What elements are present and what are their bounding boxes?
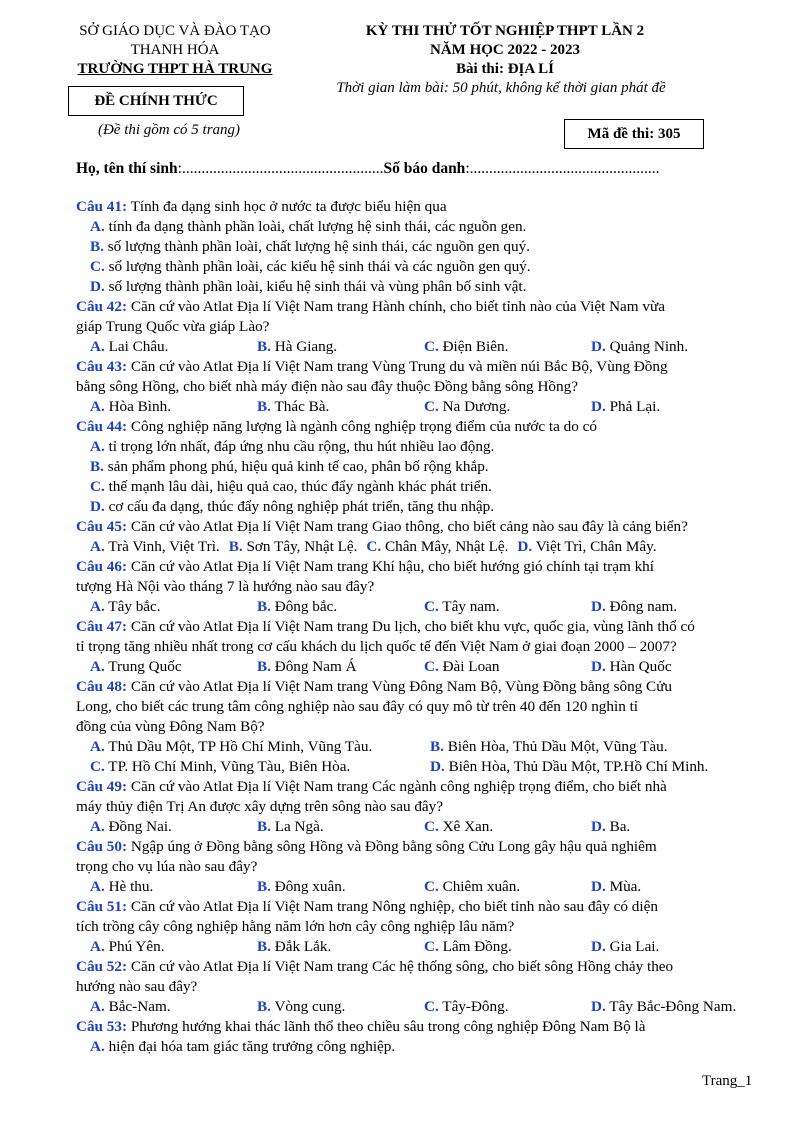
answer-option — [591, 657, 758, 677]
answer-option — [229, 537, 358, 557]
question-number: Câu 47: — [76, 618, 128, 635]
option-letter: A. — [90, 218, 105, 235]
options-row — [76, 457, 766, 477]
question-text: bằng sông Hồng, cho biết nhà máy điện nào sau đây thuộc Đồng bằng sông Hồng? — [76, 378, 578, 395]
option-text: Tây nam. — [442, 598, 500, 615]
option-letter: A. — [90, 818, 105, 835]
option-letter: B. — [257, 938, 271, 955]
option-text: Trung Quốc — [108, 658, 182, 675]
options-row — [76, 257, 766, 277]
question-stem-line — [76, 417, 766, 437]
question-stem-line — [76, 557, 766, 577]
option-letter: B. — [257, 658, 271, 675]
answer-option — [591, 937, 758, 957]
option-letter: B. — [430, 738, 444, 755]
option-letter: C. — [424, 938, 439, 955]
option-letter: C. — [424, 398, 439, 415]
answer-option — [257, 597, 424, 617]
options-row — [76, 337, 766, 357]
option-text: Quảng Ninh. — [609, 338, 689, 355]
question-block — [76, 837, 766, 897]
answer-option — [424, 877, 591, 897]
option-letter: C. — [424, 878, 439, 895]
option-letter: D. — [90, 278, 105, 295]
question-stem-line — [76, 197, 766, 217]
question-block — [76, 677, 766, 777]
question-stem-line — [76, 857, 766, 877]
option-text: Lâm Đồng. — [442, 938, 512, 955]
question-stem-line — [76, 917, 766, 937]
options-row — [76, 537, 766, 557]
answer-option — [90, 997, 257, 1017]
name-field: :.................................................... — [177, 160, 384, 177]
question-block — [76, 417, 766, 517]
option-letter: B. — [257, 598, 271, 615]
option-text: Biên Hòa, Thủ Dầu Một, Vũng Tàu. — [447, 738, 668, 755]
question-number: Câu 52: — [76, 958, 128, 975]
option-text: cơ cấu đa dạng, thúc đẩy nông nghiệp phát triển, tăng thu nhập. — [108, 498, 495, 515]
question-text: Căn cứ vào Atlat Địa lí Việt Nam trang Các ngành công nghiệp trọng điểm, cho biết nhà — [130, 778, 667, 795]
question-text: Căn cứ vào Atlat Địa lí Việt Nam trang Khí hậu, cho biết hướng gió chính tại trạm khí — [130, 558, 654, 575]
option-text: Thác Bà. — [274, 398, 330, 415]
question-stem-line — [76, 357, 766, 377]
page-number: Trang_1 — [702, 1073, 753, 1089]
question-number: Câu 44: — [76, 418, 128, 435]
option-letter: D. — [591, 818, 606, 835]
answer-option — [90, 537, 220, 557]
options-row — [76, 277, 766, 297]
options-row — [76, 657, 766, 677]
question-text: Căn cứ vào Atlat Địa lí Việt Nam trang Du lịch, cho biết khu vực, quốc gia, vùng lãnh thổ có — [130, 618, 695, 635]
option-letter: B. — [228, 538, 243, 555]
answer-option — [424, 657, 591, 677]
answer-option — [424, 937, 591, 957]
question-block — [76, 957, 766, 1017]
official-exam-box: ĐỀ CHÍNH THỨC — [68, 86, 244, 116]
answer-option — [90, 457, 489, 477]
option-letter: C. — [90, 758, 105, 775]
question-block — [76, 297, 766, 357]
question-stem-line — [76, 897, 766, 917]
dept-name: SỞ GIÁO DỤC VÀ ĐÀO TẠO — [79, 23, 271, 39]
question-text: tích trồng cây công nghiệp hằng năm lớn hơn cây công nghiệp lâu năm? — [76, 918, 515, 935]
answer-option — [257, 877, 424, 897]
question-number: Câu 53: — [76, 1018, 128, 1035]
option-letter: A. — [90, 998, 105, 1015]
answer-option — [90, 337, 257, 357]
question-text: Căn cứ vào Atlat Địa lí Việt Nam trang Các hệ thống sông, cho biết sông Hồng chảy theo — [130, 958, 674, 975]
question-text: Căn cứ vào Atlat Địa lí Việt Nam trang Vùng Đông Nam Bộ, Vùng Đồng bằng sông Cửu — [130, 678, 673, 695]
question-text: tượng Hà Nội vào tháng 7 là hướng nào sau đây? — [76, 578, 375, 595]
option-text: Ba. — [609, 818, 631, 835]
option-text: thế mạnh lâu dài, hiệu quả cao, thúc đẩy ngành khác phát triển. — [108, 478, 492, 495]
options-row — [76, 477, 766, 497]
option-letter: D. — [591, 998, 606, 1015]
question-stem-line — [76, 957, 766, 977]
option-letter: D. — [591, 658, 606, 675]
options-row — [76, 237, 766, 257]
answer-option — [424, 337, 591, 357]
option-text: Hè thu. — [108, 878, 154, 895]
id-label: Số báo danh — [383, 160, 466, 177]
question-text: Căn cứ vào Atlat Địa lí Việt Nam trang Vùng Trung du và miền núi Bắc Bộ, Vùng Đồng — [130, 358, 668, 375]
option-letter: A. — [90, 438, 105, 455]
options-row — [76, 1037, 766, 1057]
option-text: Xê Xan. — [442, 818, 494, 835]
answer-option — [90, 217, 526, 237]
option-text: Mùa. — [609, 878, 642, 895]
option-text: số lượng thành phần loài, kiểu hệ sinh thái và vùng phân bố sinh vật. — [108, 278, 527, 295]
option-letter: C. — [424, 998, 439, 1015]
answer-option — [591, 397, 758, 417]
question-stem-line — [76, 977, 766, 997]
option-letter: B. — [257, 398, 271, 415]
answer-option — [257, 657, 424, 677]
option-text: Trà Vinh, Việt Trì. — [108, 538, 220, 555]
option-letter: B. — [90, 238, 104, 255]
subject: Bài thi: ĐỊA LÍ — [456, 61, 554, 77]
exam-code-box: Mã đề thi: 305 — [564, 119, 704, 149]
question-stem-line — [76, 797, 766, 817]
question-text: Long, cho biết các trung tâm công nghiệp nào sau đây có quy mô từ trên 40 đến 120 nghìn tỉ — [76, 698, 639, 715]
answer-option — [90, 937, 257, 957]
option-letter: A. — [90, 938, 105, 955]
option-letter: A. — [90, 738, 105, 755]
option-letter: C. — [424, 598, 439, 615]
option-text: Vòng cung. — [274, 998, 346, 1015]
options-row — [76, 937, 766, 957]
question-stem-line — [76, 617, 766, 637]
option-text: Đông nam. — [609, 598, 678, 615]
option-text: Chân Mây, Nhật Lệ. — [384, 538, 509, 555]
option-text: Chiêm xuân. — [442, 878, 521, 895]
option-text: Hàn Quốc — [609, 658, 672, 675]
options-row — [76, 497, 766, 517]
options-row — [76, 737, 766, 757]
school-year: NĂM HỌC 2022 - 2023 — [430, 42, 580, 58]
option-letter: A. — [90, 398, 105, 415]
question-stem-line — [76, 517, 766, 537]
option-text: Đài Loan — [442, 658, 500, 675]
question-stem-line — [76, 637, 766, 657]
question-list — [76, 197, 766, 1057]
question-text: Công nghiệp năng lượng là ngành công nghiệp trọng điểm của nước ta do có — [130, 418, 597, 435]
question-number: Câu 42: — [76, 298, 128, 315]
option-text: Phú Yên. — [108, 938, 165, 955]
option-letter: A. — [90, 598, 105, 615]
answer-option — [424, 997, 591, 1017]
question-text: Căn cứ vào Atlat Địa lí Việt Nam trang Hành chính, cho biết tỉnh nào của Việt Nam vừa — [130, 298, 665, 315]
option-letter: D. — [430, 758, 445, 775]
answer-option — [424, 597, 591, 617]
option-letter: D. — [591, 398, 606, 415]
question-number: Câu 46: — [76, 558, 128, 575]
option-text: Đông xuân. — [274, 878, 346, 895]
option-text: Gia Lai. — [609, 938, 660, 955]
option-text: Đắk Lắk. — [274, 938, 332, 955]
options-row — [76, 757, 766, 777]
answer-option — [257, 397, 424, 417]
option-text: Phả Lại. — [609, 398, 661, 415]
answer-option — [424, 397, 591, 417]
option-text: La Ngà. — [274, 818, 324, 835]
option-letter: D. — [591, 938, 606, 955]
option-text: Đồng Nai. — [108, 818, 172, 835]
option-letter: C. — [424, 338, 439, 355]
question-number: Câu 45: — [76, 518, 128, 535]
question-stem-line — [76, 1017, 766, 1037]
answer-option — [591, 997, 758, 1017]
province-name: THANH HÓA — [130, 42, 220, 58]
option-text: Tây bắc. — [108, 598, 161, 615]
option-letter: B. — [257, 338, 271, 355]
option-text: số lượng thành phần loài, các kiểu hệ sinh thái và các nguồn gen quý. — [108, 258, 531, 275]
answer-option — [517, 537, 656, 557]
answer-option — [430, 737, 770, 757]
options-row — [76, 877, 766, 897]
answer-option — [591, 597, 758, 617]
candidate-line — [76, 160, 660, 178]
option-letter: A. — [90, 658, 105, 675]
question-text: Ngập úng ở Đồng bằng sông Hồng và Đồng bằng sông Cửu Long gây hậu quả nghiêm — [130, 838, 657, 855]
option-letter: D. — [591, 338, 606, 355]
answer-option — [90, 657, 257, 677]
option-text: hiện đại hóa tam giác tăng trưởng công nghiệp. — [108, 1038, 396, 1055]
option-letter: A. — [90, 538, 105, 555]
question-stem-line — [76, 777, 766, 797]
option-letter: B. — [257, 998, 271, 1015]
option-letter: C. — [424, 818, 439, 835]
option-letter: C. — [90, 258, 105, 275]
option-letter: A. — [90, 1038, 105, 1055]
question-text: Căn cứ vào Atlat Địa lí Việt Nam trang Giao thông, cho biết cảng nào sau đây là cảng biển? — [130, 518, 688, 535]
option-letter: B. — [257, 878, 271, 895]
question-text: Căn cứ vào Atlat Địa lí Việt Nam trang Nông nghiệp, cho biết tỉnh nào sau đây có diện — [130, 898, 658, 915]
option-text: Đông bắc. — [274, 598, 338, 615]
question-block — [76, 557, 766, 617]
answer-option — [90, 477, 492, 497]
option-text: Biên Hòa, Thủ Dầu Một, TP.Hồ Chí Minh. — [448, 758, 709, 775]
answer-option — [90, 397, 257, 417]
option-text: Hà Giang. — [274, 338, 338, 355]
answer-option — [424, 817, 591, 837]
answer-option — [257, 337, 424, 357]
option-text: Sơn Tây, Nhật Lệ. — [246, 538, 358, 555]
option-text: tỉ trọng lớn nhất, đáp ứng nhu cầu rộng, thu hút nhiều lao động. — [108, 438, 495, 455]
id-field: :................................................. — [465, 160, 660, 177]
answer-option — [366, 537, 508, 557]
question-text: hướng nào sau đây? — [76, 978, 198, 995]
question-text: trọng cho vụ lúa nào sau đây? — [76, 858, 258, 875]
option-text: Na Dương. — [442, 398, 511, 415]
option-text: Tây Bắc-Đông Nam. — [609, 998, 737, 1015]
exam-title: KỲ THI THỬ TỐT NGHIỆP THPT LẦN 2 — [365, 23, 645, 39]
question-stem-line — [76, 697, 766, 717]
question-stem-line — [76, 377, 766, 397]
option-text: Hòa Bình. — [108, 398, 171, 415]
option-text: tính đa dạng thành phần loài, chất lượng hệ sinh thái, các nguồn gen. — [108, 218, 527, 235]
option-text: số lượng thành phần loài, chất lượng hệ sinh thái, các nguồn gen quý. — [107, 238, 530, 255]
question-text: tỉ trọng tăng nhiều nhất trong cơ cấu khách du lịch quốc tế đến Việt Nam ở giai đoạn 2000 – 2007? — [76, 638, 677, 655]
question-block — [76, 1017, 766, 1057]
answer-option — [591, 817, 758, 837]
option-letter: C. — [366, 538, 382, 555]
name-label: Họ, tên thí sinh — [76, 160, 178, 177]
answer-option — [90, 437, 494, 457]
question-block — [76, 777, 766, 837]
option-letter: B. — [257, 818, 271, 835]
answer-option — [90, 497, 494, 517]
answer-option — [591, 337, 758, 357]
question-number: Câu 50: — [76, 838, 128, 855]
answer-option — [90, 237, 530, 257]
question-stem-line — [76, 297, 766, 317]
answer-option — [257, 997, 424, 1017]
answer-option — [430, 757, 770, 777]
option-letter: C. — [90, 478, 105, 495]
answer-option — [591, 877, 758, 897]
option-letter: D. — [517, 538, 533, 555]
option-letter: D. — [90, 498, 105, 515]
question-text: đồng của vùng Đông Nam Bộ? — [76, 718, 265, 735]
options-row — [76, 817, 766, 837]
answer-option — [90, 757, 430, 777]
option-text: sản phẩm phong phú, hiệu quả kinh tế cao, phân bố rộng khắp. — [107, 458, 489, 475]
option-letter: D. — [591, 878, 606, 895]
question-block — [76, 197, 766, 297]
answer-option — [90, 817, 257, 837]
question-text: máy thủy điện Trị An được xây dựng trên sông nào sau đây? — [76, 798, 444, 815]
question-stem-line — [76, 577, 766, 597]
options-row — [76, 217, 766, 237]
options-row — [76, 397, 766, 417]
option-letter: A. — [90, 338, 105, 355]
time-note: Thời gian làm bài: 50 phút, không kể thời gian phát đề — [336, 80, 666, 96]
question-number: Câu 48: — [76, 678, 128, 695]
option-text: Tây-Đông. — [442, 998, 509, 1015]
option-text: TP. Hồ Chí Minh, Vũng Tàu, Biên Hòa. — [108, 758, 351, 775]
question-number: Câu 43: — [76, 358, 128, 375]
option-letter: C. — [424, 658, 439, 675]
answer-option — [257, 937, 424, 957]
option-letter: D. — [591, 598, 606, 615]
question-text: Phương hướng khai thác lãnh thổ theo chiều sâu trong công nghiệp Đông Nam Bộ là — [130, 1018, 646, 1035]
option-text: Đông Nam Á — [274, 658, 357, 675]
question-stem-line — [76, 837, 766, 857]
answer-option — [90, 737, 430, 757]
option-text: Thủ Dầu Một, TP Hồ Chí Minh, Vũng Tàu. — [108, 738, 373, 755]
question-number: Câu 41: — [76, 198, 128, 215]
question-block — [76, 897, 766, 957]
question-block — [76, 357, 766, 417]
answer-option — [90, 277, 526, 297]
answer-option — [90, 1037, 395, 1057]
answer-option — [257, 817, 424, 837]
question-stem-line — [76, 317, 766, 337]
question-text: giáp Trung Quốc vừa giáp Lào? — [76, 318, 270, 335]
option-text: Bắc-Nam. — [108, 998, 171, 1015]
question-stem-line — [76, 717, 766, 737]
option-letter: A. — [90, 878, 105, 895]
option-text: Việt Trì, Chân Mây. — [535, 538, 657, 555]
option-letter: B. — [90, 458, 104, 475]
option-text: Điện Biên. — [442, 338, 509, 355]
options-row — [76, 437, 766, 457]
answer-option — [90, 877, 257, 897]
option-text: Lai Châu. — [108, 338, 169, 355]
question-number: Câu 49: — [76, 778, 128, 795]
question-number: Câu 51: — [76, 898, 128, 915]
question-block — [76, 617, 766, 677]
question-text: Tính đa dạng sinh học ở nước ta được biểu hiện qua — [130, 198, 447, 215]
options-row — [76, 597, 766, 617]
answer-option — [90, 257, 531, 277]
options-row — [76, 997, 766, 1017]
question-block — [76, 517, 766, 557]
school-name: TRƯỜNG THPT HÀ TRUNG — [77, 61, 273, 77]
question-stem-line — [76, 677, 766, 697]
pages-note: (Đề thi gồm có 5 trang) — [97, 122, 241, 138]
answer-option — [90, 597, 257, 617]
